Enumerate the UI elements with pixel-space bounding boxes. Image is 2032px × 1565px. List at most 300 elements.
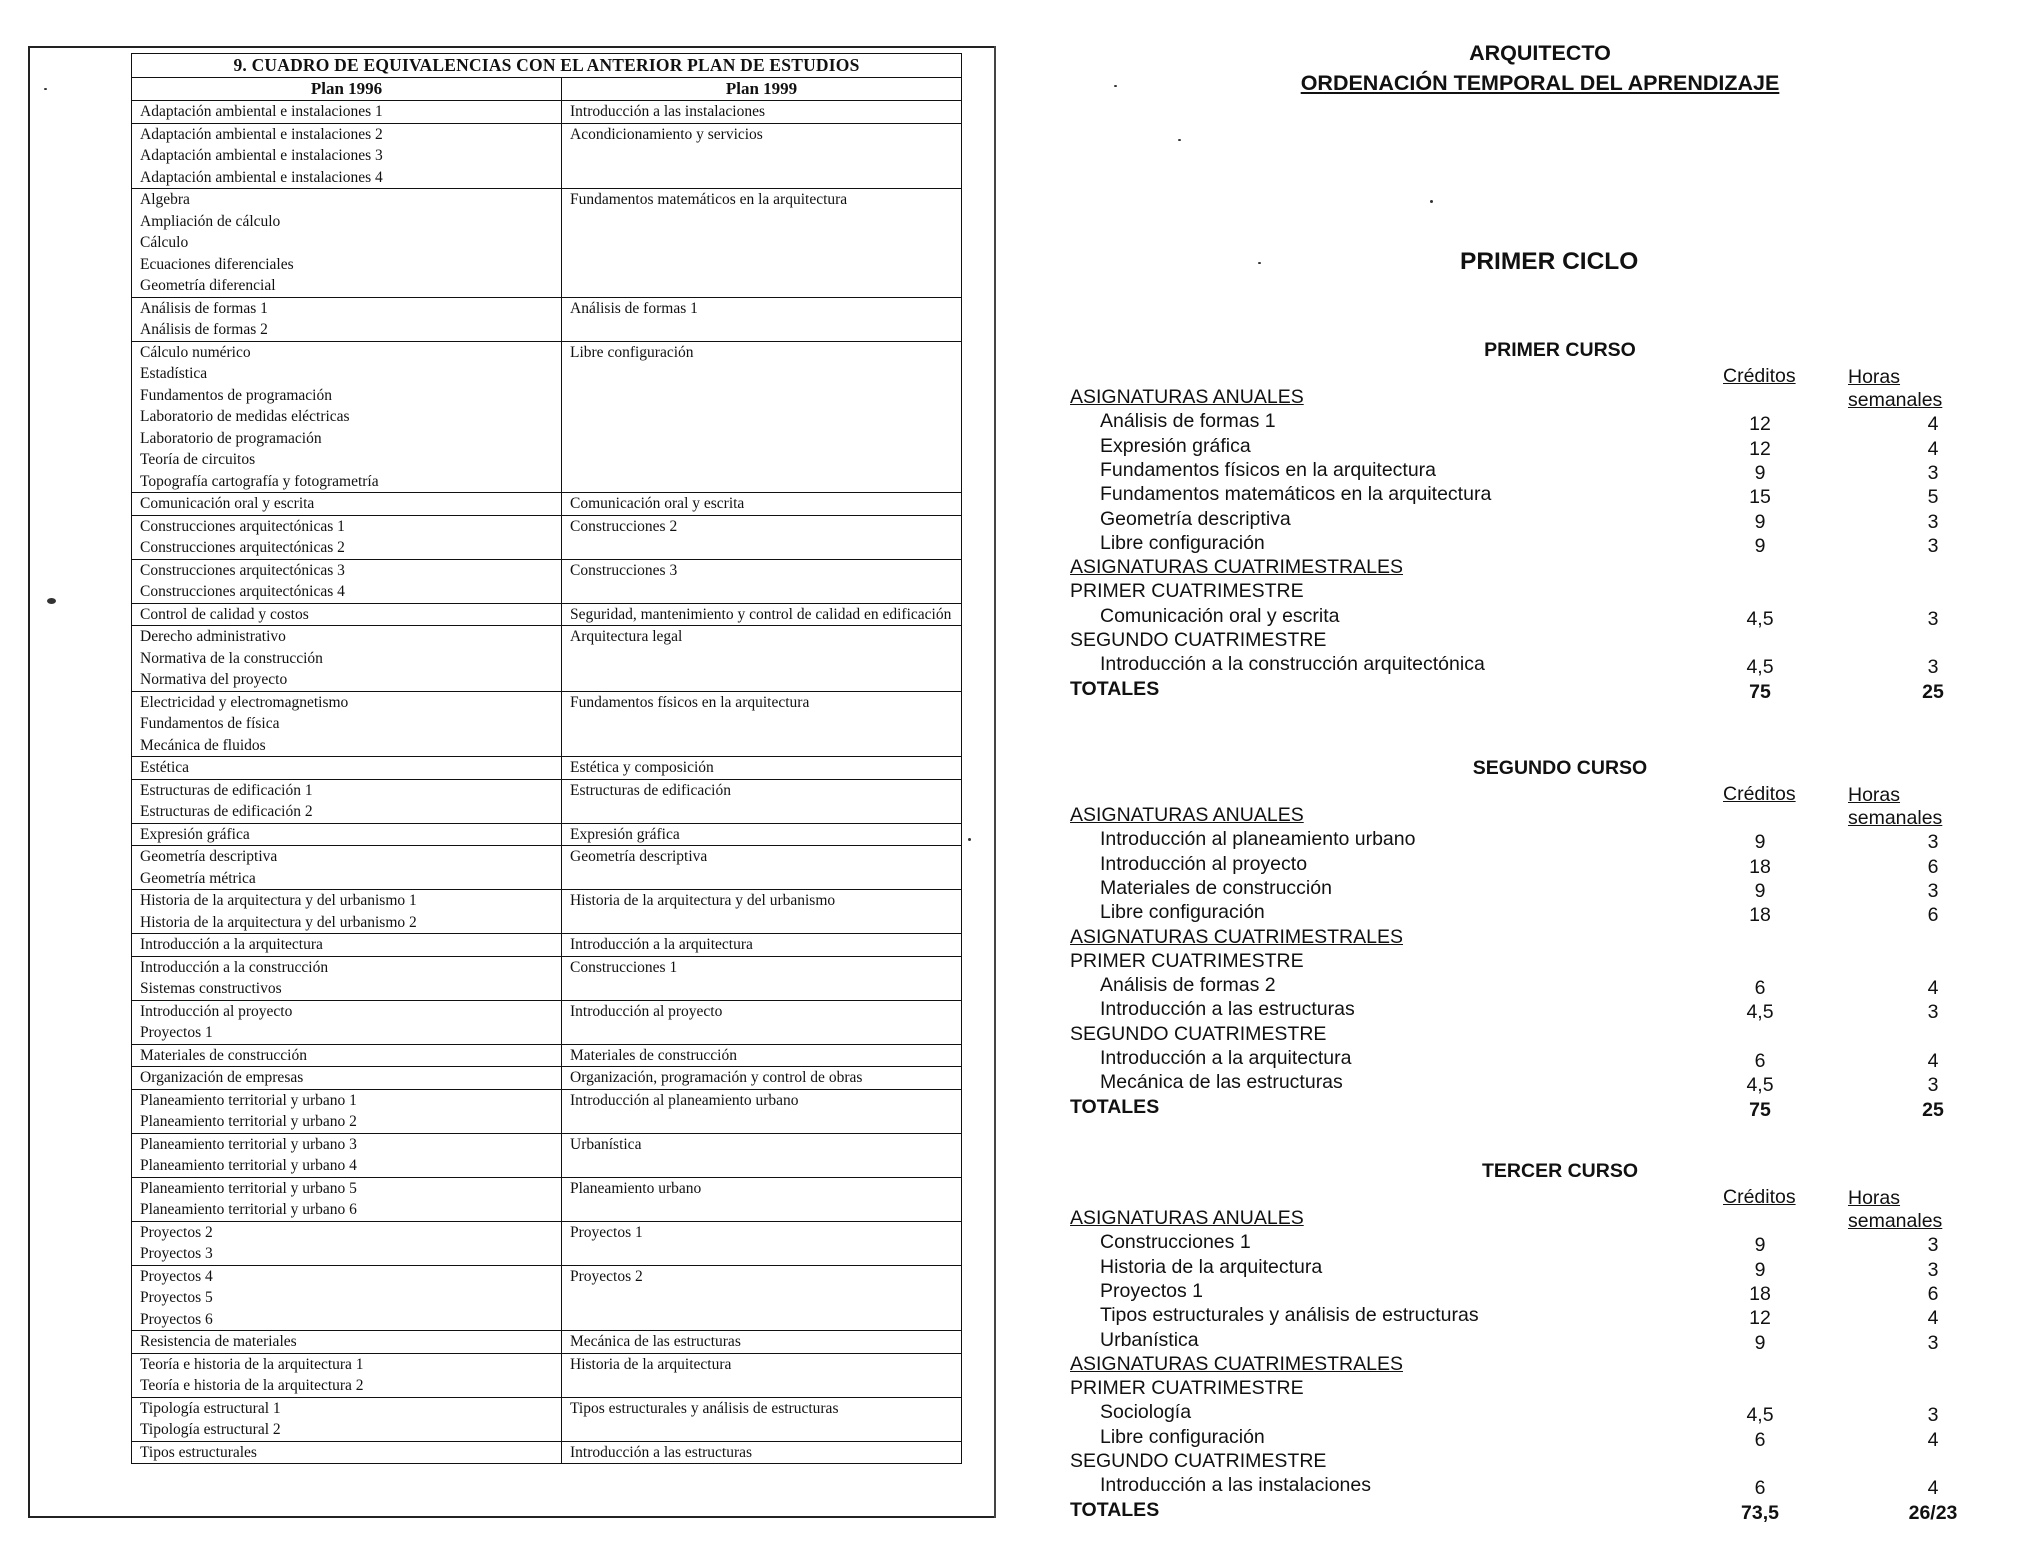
hours-value: 4	[1927, 413, 1939, 436]
course-title: TERCER CURSO	[1481, 1160, 1638, 1182]
plan-1999-subject: Acondicionamiento y servicios	[570, 125, 763, 143]
plan-1996-subject: Historia de la arquitectura y del urbanismo 1	[140, 892, 417, 909]
plan-1999-cell	[562, 1177, 962, 1221]
plan-1999-subject: Estética y composición	[570, 759, 714, 776]
row-label: Introducción a las instalaciones	[1100, 1474, 1371, 1497]
row-label: Historia de la arquitectura	[1100, 1255, 1323, 1278]
plan-1996-cell	[132, 626, 562, 692]
credits-column-header: Créditos	[1723, 783, 1796, 805]
credits-value: 12	[1749, 437, 1771, 460]
equivalence-row	[132, 1353, 962, 1397]
hours-value: 3	[1927, 1234, 1939, 1257]
subject-row	[1070, 1304, 2010, 1328]
credits-value: 4,5	[1746, 1404, 1774, 1427]
equivalence-row	[132, 101, 962, 124]
section-heading	[1070, 629, 2010, 653]
plan-1996-subject: Historia de la arquitectura y del urbanismo 2	[140, 913, 417, 931]
plan-1996-subject: Teoría de circuitos	[140, 451, 256, 468]
equivalence-row	[132, 1397, 962, 1441]
plan-1996-subject: Análisis de formas 1	[140, 299, 268, 317]
plan-1996-cell	[132, 1353, 562, 1397]
row-label: Mecánica de las estructuras	[1100, 1071, 1343, 1094]
plan-1999-subject: Expresión gráfica	[570, 825, 680, 843]
col-header-plan-1996: Plan 1996	[132, 78, 562, 101]
plan-1999-subject: Arquitectura legal	[570, 628, 683, 645]
plan-1996-subject: Normativa del proyecto	[140, 671, 288, 688]
hours-value: 26/23	[1908, 1501, 1958, 1524]
row-label: TOTALES	[1070, 1498, 1160, 1521]
plan-1999-subject: Introducción a la arquitectura	[570, 936, 753, 953]
scan-speck	[1178, 139, 1181, 141]
plan-1999-cell	[562, 1089, 962, 1133]
plan-1996-cell	[132, 757, 562, 780]
credits-value: 75	[1749, 1098, 1771, 1121]
plan-1996-subject: Construcciones arquitectónicas 4	[140, 583, 345, 600]
row-label: Análisis de formas 1	[1100, 410, 1276, 433]
row-label: Introducción a las estructuras	[1100, 998, 1355, 1021]
row-label: Construcciones 1	[1100, 1231, 1251, 1254]
plan-1996-subject: Ecuaciones diferenciales	[140, 255, 294, 273]
credits-column-header: Créditos	[1723, 365, 1796, 387]
plan-1996-subject: Electricidad y electromagnetismo	[140, 693, 349, 711]
plan-1996-subject: Tipología estructural 2	[140, 1421, 281, 1438]
plan-1996-subject: Proyectos 3	[140, 1245, 213, 1262]
equivalence-row	[132, 1177, 962, 1221]
hours-value: 4	[1927, 1428, 1939, 1451]
plan-1996-subject: Construcciones arquitectónicas 3	[140, 561, 345, 579]
row-label: ASIGNATURAS CUATRIMESTRALES	[1070, 925, 1403, 948]
hours-value: 3	[1927, 1258, 1939, 1281]
plan-1996-subject: Geometría diferencial	[140, 277, 276, 294]
plan-1999-cell	[562, 626, 962, 692]
plan-1999-subject: Mecánica de las estructuras	[570, 1333, 741, 1350]
row-label: PRIMER CUATRIMESTRE	[1070, 949, 1304, 972]
plan-1996-cell	[132, 1133, 562, 1177]
subject-row	[1070, 974, 2010, 998]
hours-value: 3	[1927, 461, 1939, 484]
hours-value: 3	[1927, 1404, 1939, 1427]
credits-value: 4,5	[1746, 1074, 1774, 1097]
hours-value: 25	[1922, 680, 1944, 703]
equivalence-row	[132, 559, 962, 603]
subject-row	[1070, 532, 2010, 556]
credits-value: 9	[1754, 461, 1766, 484]
plan-1999-cell	[562, 559, 962, 603]
hours-value: 3	[1927, 534, 1939, 557]
section-heading	[1070, 580, 2010, 604]
scan-speck	[1430, 200, 1433, 203]
row-label: Proyectos 1	[1100, 1279, 1203, 1302]
plan-1996-subject: Estructuras de edificación 2	[140, 803, 313, 820]
hours-value: 25	[1922, 1098, 1944, 1121]
plan-1999-cell	[562, 189, 962, 298]
plan-1996-cell	[132, 1221, 562, 1265]
plan-1996-subject: Geometría métrica	[140, 869, 256, 887]
plan-1996-cell	[132, 1089, 562, 1133]
plan-1996-subject: Adaptación ambiental e instalaciones 1	[140, 103, 383, 120]
plan-1999-subject: Organización, programación y control de obras	[570, 1069, 863, 1086]
plan-1999-cell	[562, 1441, 962, 1464]
section-heading	[1070, 804, 2010, 828]
section-heading	[1070, 1377, 2010, 1401]
credits-column-header: Créditos	[1723, 1186, 1796, 1208]
subject-row	[1070, 1280, 2010, 1304]
plan-1999-cell	[562, 1044, 962, 1067]
plan-1996-subject: Estadística	[140, 365, 208, 382]
row-label: Libre configuración	[1100, 901, 1265, 924]
credits-value: 6	[1754, 1477, 1766, 1500]
plan-1999-subject: Proyectos 2	[570, 1267, 643, 1285]
plan-1996-subject: Construcciones arquitectónicas 2	[140, 539, 345, 556]
plan-1999-cell	[562, 341, 962, 493]
plan-1996-subject: Estética	[140, 759, 190, 776]
plan-1996-subject: Proyectos 2	[140, 1223, 213, 1241]
row-label: TOTALES	[1070, 677, 1160, 700]
plan-1996-subject: Planeamiento territorial y urbano 3	[140, 1135, 357, 1153]
plan-1996-subject: Planeamiento territorial y urbano 2	[140, 1113, 357, 1130]
plan-1996-cell	[132, 1441, 562, 1464]
plan-1999-subject: Historia de la arquitectura	[570, 1355, 732, 1373]
subject-row	[1070, 435, 2010, 459]
plan-1999-cell	[562, 1133, 962, 1177]
row-label: ASIGNATURAS CUATRIMESTRALES	[1070, 1352, 1403, 1375]
plan-1996-subject: Proyectos 5	[140, 1289, 213, 1306]
hours-value: 3	[1927, 831, 1939, 854]
plan-1996-subject: Introducción al proyecto	[140, 1002, 293, 1020]
row-label: Introducción a la arquitectura	[1100, 1047, 1352, 1069]
credits-value: 73,5	[1741, 1501, 1779, 1524]
plan-1996-subject: Laboratorio de programación	[140, 429, 322, 447]
plan-1999-cell	[562, 846, 962, 890]
plan-1996-subject: Tipología estructural 1	[140, 1399, 281, 1417]
row-label: Fundamentos físicos en la arquitectura	[1100, 458, 1437, 481]
hours-value: 3	[1927, 607, 1939, 630]
equivalence-row	[132, 603, 962, 626]
plan-1996-subject: Algebra	[140, 191, 190, 208]
plan-1999-subject: Geometría descriptiva	[570, 848, 708, 865]
credits-value: 9	[1754, 1234, 1766, 1257]
plan-1996-cell	[132, 1397, 562, 1441]
equivalence-row	[132, 890, 962, 934]
equivalence-row	[132, 1000, 962, 1044]
subject-row	[1070, 410, 2010, 434]
equivalence-row	[132, 515, 962, 559]
equivalence-row	[132, 1331, 962, 1354]
plan-1996-cell	[132, 1331, 562, 1354]
plan-1999-subject: Proyectos 1	[570, 1223, 643, 1241]
plan-1999-subject: Introducción a las instalaciones	[570, 103, 765, 120]
plan-1996-cell	[132, 890, 562, 934]
row-label: PRIMER CUATRIMESTRE	[1070, 580, 1304, 603]
plan-1996-cell	[132, 493, 562, 516]
plan-1999-subject: Introducción al proyecto	[570, 1002, 723, 1020]
equivalence-row	[132, 1067, 962, 1090]
credits-value: 6	[1754, 977, 1766, 1000]
credits-value: 12	[1749, 413, 1771, 436]
row-label: SEGUNDO CUATRIMESTRE	[1070, 1022, 1327, 1045]
plan-1999-subject: Introducción a las estructuras	[570, 1443, 753, 1461]
credits-value: 15	[1749, 486, 1771, 509]
plan-1996-cell	[132, 956, 562, 1000]
equivalence-row	[132, 341, 962, 493]
credits-value: 75	[1749, 680, 1771, 703]
plan-1996-subject: Construcciones arquitectónicas 1	[140, 517, 345, 535]
section-heading	[1070, 556, 2010, 580]
plan-1999-cell	[562, 956, 962, 1000]
equivalence-row	[132, 934, 962, 957]
plan-1996-subject: Proyectos 1	[140, 1024, 213, 1041]
hours-value: 5	[1927, 486, 1939, 509]
plan-1996-cell	[132, 603, 562, 626]
plan-1996-cell	[132, 779, 562, 823]
plan-1996-subject: Mecánica de fluidos	[140, 736, 266, 754]
plan-1999-cell	[562, 603, 962, 626]
equivalence-row	[132, 1221, 962, 1265]
equivalence-table-body	[132, 101, 962, 1464]
row-label: Introducción al proyecto	[1100, 852, 1308, 875]
subject-row	[1070, 877, 2010, 901]
equivalence-row	[132, 1089, 962, 1133]
credits-value: 9	[1754, 1258, 1766, 1281]
plan-1996-cell	[132, 1177, 562, 1221]
row-label: Libre configuración	[1100, 1425, 1265, 1448]
plan-1996-subject: Proyectos 4	[140, 1267, 213, 1285]
row-label: TOTALES	[1070, 1095, 1160, 1118]
plan-1999-subject: Tipos estructurales y análisis de estructuras	[570, 1399, 839, 1417]
plan-1999-cell	[562, 1353, 962, 1397]
plan-1999-cell	[562, 493, 962, 516]
row-label: Geometría descriptiva	[1100, 507, 1291, 530]
plan-1999-cell	[562, 691, 962, 757]
subject-row	[1070, 901, 2010, 925]
subject-row	[1070, 483, 2010, 507]
plan-1996-cell	[132, 101, 562, 124]
subject-row	[1070, 853, 2010, 877]
subject-row	[1070, 1426, 2010, 1450]
subject-row	[1070, 508, 2010, 532]
hours-column-header: Horas semanales	[1848, 366, 1943, 411]
equivalence-row	[132, 1044, 962, 1067]
plan-1996-cell	[132, 846, 562, 890]
plan-1996-subject: Introducción a la arquitectura	[140, 936, 323, 953]
plan-1999-cell	[562, 890, 962, 934]
plan-1996-cell	[132, 297, 562, 341]
credits-value: 9	[1754, 534, 1766, 557]
hours-value: 4	[1927, 1477, 1939, 1500]
subject-row	[1070, 1474, 2010, 1498]
hours-column-header: Horas semanales	[1848, 784, 1943, 829]
plan-1999-subject: Análisis de formas 1	[570, 299, 698, 317]
credits-value: 9	[1754, 831, 1766, 854]
hours-value: 4	[1927, 977, 1939, 1000]
equivalence-row	[132, 626, 962, 692]
plan-1999-subject: Estructuras de edificación	[570, 781, 731, 799]
col-header-plan-1999: Plan 1999	[562, 78, 962, 101]
plan-1996-subject: Cálculo numérico	[140, 343, 251, 361]
hours-column-header: Horas semanales	[1848, 1187, 1943, 1232]
equivalence-row	[132, 1133, 962, 1177]
equivalence-row	[132, 956, 962, 1000]
plan-1999-subject: Planeamiento urbano	[570, 1179, 702, 1197]
section-heading	[1070, 1450, 2010, 1474]
scan-speck	[44, 88, 47, 90]
scan-speck	[968, 838, 971, 841]
left-page-frame-edge	[994, 46, 996, 1518]
plan-1996-subject: Geometría descriptiva	[140, 848, 278, 865]
plan-1999-subject: Fundamentos matemáticos en la arquitectura	[570, 191, 848, 208]
plan-1999-subject: Construcciones 1	[570, 958, 678, 976]
plan-1999-cell	[562, 1397, 962, 1441]
hours-value: 6	[1927, 855, 1939, 878]
plan-1996-subject: Control de calidad y costos	[140, 605, 309, 623]
subject-row	[1070, 998, 2010, 1022]
row-label: Introducción a la construcción arquitectónica	[1100, 653, 1485, 676]
credits-value: 9	[1754, 1331, 1766, 1354]
subject-row	[1070, 459, 2010, 483]
hours-value: 3	[1927, 1074, 1939, 1097]
plan-1996-subject: Tipos estructurales	[140, 1443, 257, 1461]
subject-row	[1070, 1329, 2010, 1353]
credits-value: 4,5	[1746, 656, 1774, 679]
plan-1996-cell	[132, 189, 562, 298]
plan-1996-subject: Planeamiento territorial y urbano 4	[140, 1157, 357, 1174]
plan-1999-cell	[562, 1067, 962, 1090]
row-label: Análisis de formas 2	[1100, 974, 1276, 997]
plan-1999-subject: Seguridad, mantenimiento y control de calidad en edificación	[570, 605, 952, 623]
equivalence-row	[132, 846, 962, 890]
equivalence-row	[132, 823, 962, 846]
plan-1996-subject: Análisis de formas 2	[140, 321, 268, 338]
plan-1999-cell	[562, 779, 962, 823]
hours-value: 6	[1927, 904, 1939, 927]
subject-row	[1070, 1256, 2010, 1280]
credits-value: 18	[1749, 904, 1771, 927]
row-label: Fundamentos matemáticos en la arquitectura	[1100, 483, 1492, 506]
subject-row	[1070, 605, 2010, 629]
hours-value: 6	[1927, 1282, 1939, 1305]
plan-1996-subject: Organización de empresas	[140, 1069, 304, 1086]
credits-value: 18	[1749, 855, 1771, 878]
plan-1996-cell	[132, 559, 562, 603]
plan-1996-subject: Planeamiento territorial y urbano 1	[140, 1091, 357, 1109]
row-label: SEGUNDO CUATRIMESTRE	[1070, 1450, 1327, 1472]
plan-1996-subject: Fundamentos de física	[140, 715, 280, 732]
hours-value: 3	[1927, 1001, 1939, 1024]
plan-subtitle: ORDENACIÓN TEMPORAL DEL APRENDIZAJE	[1300, 71, 1780, 95]
plan-1996-subject: Resistencia de materiales	[140, 1333, 297, 1350]
section-heading	[1070, 950, 2010, 974]
row-label: Tipos estructurales y análisis de estructuras	[1100, 1304, 1479, 1327]
plan-1999-subject: Fundamentos físicos en la arquitectura	[570, 693, 810, 711]
plan-1996-subject: Topografía cartografía y fotogrametría	[140, 472, 379, 490]
equivalence-row	[132, 691, 962, 757]
equivalence-table-title: 9. CUADRO DE EQUIVALENCIAS CON EL ANTERIOR PLAN DE ESTUDIOS	[132, 54, 962, 78]
hours-value: 3	[1927, 1331, 1939, 1354]
plan-1996-cell	[132, 823, 562, 846]
equivalence-row	[132, 123, 962, 189]
plan-1996-subject: Expresión gráfica	[140, 825, 250, 843]
plan-1996-subject: Sistemas constructivos	[140, 980, 282, 997]
subject-row	[1070, 653, 2010, 677]
plan-1999-cell	[562, 101, 962, 124]
hours-value: 3	[1927, 656, 1939, 679]
scan-speck	[47, 598, 56, 604]
cycle-title: PRIMER CICLO	[1460, 248, 1639, 275]
plan-1996-subject: Normativa de la construcción	[140, 649, 323, 667]
credits-value: 12	[1749, 1307, 1771, 1330]
plan-1996-subject: Planeamiento territorial y urbano 5	[140, 1179, 357, 1197]
plan-1996-cell	[132, 1000, 562, 1044]
section-heading	[1070, 1207, 2010, 1231]
plan-1996-subject: Adaptación ambiental e instalaciones 4	[140, 168, 383, 186]
hours-value: 4	[1927, 1050, 1939, 1072]
plan-1999-cell	[562, 934, 962, 957]
equivalence-table	[131, 53, 962, 1464]
subject-row	[1070, 1047, 2010, 1071]
row-label: ASIGNATURAS CUATRIMESTRALES	[1070, 556, 1403, 579]
credits-value: 4,5	[1746, 1001, 1774, 1024]
equivalence-row	[132, 779, 962, 823]
plan-1999-cell	[562, 1000, 962, 1044]
row-label: ASIGNATURAS ANUALES	[1070, 386, 1304, 408]
row-label: Urbanística	[1100, 1328, 1199, 1351]
equivalence-row	[132, 1265, 962, 1331]
hours-value: 3	[1927, 510, 1939, 533]
credits-value: 6	[1754, 1428, 1766, 1451]
plan-1996-cell	[132, 934, 562, 957]
plan-1996-subject: Adaptación ambiental e instalaciones 3	[140, 147, 383, 164]
plan-1996-subject: Teoría e historia de la arquitectura 2	[140, 1377, 364, 1394]
equivalence-row	[132, 1441, 962, 1464]
plan-1996-subject: Comunicación oral y escrita	[140, 495, 315, 512]
plan-title: ARQUITECTO	[1469, 41, 1611, 65]
credits-value: 18	[1749, 1282, 1771, 1305]
plan-1996-subject: Teoría e historia de la arquitectura 1	[140, 1355, 364, 1373]
plan-1996-subject: Adaptación ambiental e instalaciones 2	[140, 125, 383, 143]
section-heading	[1070, 1353, 2010, 1377]
equivalence-row	[132, 493, 962, 516]
subject-row	[1070, 1231, 2010, 1255]
section-heading	[1070, 386, 2010, 410]
plan-1999-subject: Libre configuración	[570, 343, 694, 361]
plan-1999-subject: Urbanística	[570, 1135, 642, 1153]
plan-1996-cell	[132, 691, 562, 757]
plan-1996-subject: Materiales de construcción	[140, 1046, 307, 1064]
plan-1996-subject: Fundamentos de programación	[140, 386, 332, 404]
credits-value: 9	[1754, 510, 1766, 533]
plan-1999-cell	[562, 757, 962, 780]
equivalence-row	[132, 297, 962, 341]
totals-row	[1070, 1499, 2010, 1523]
row-label: SEGUNDO CUATRIMESTRE	[1070, 629, 1327, 651]
plan-1996-subject: Introducción a la construcción	[140, 958, 329, 976]
plan-1996-cell	[132, 123, 562, 189]
credits-value: 4,5	[1746, 607, 1774, 630]
hours-value: 4	[1927, 437, 1939, 460]
plan-1996-subject: Derecho administrativo	[140, 628, 286, 645]
plan-1996-subject: Estructuras de edificación 1	[140, 781, 313, 799]
plan-1999-subject: Construcciones 3	[570, 561, 678, 579]
equivalence-row	[132, 189, 962, 298]
plan-1999-cell	[562, 1265, 962, 1331]
plan-1999-subject: Comunicación oral y escrita	[570, 495, 745, 512]
section-heading	[1070, 1023, 2010, 1047]
plan-1996-cell	[132, 1265, 562, 1331]
plan-1999-subject: Introducción al planeamiento urbano	[570, 1091, 799, 1109]
plan-1996-cell	[132, 1067, 562, 1090]
row-label: Expresión gráfica	[1100, 434, 1251, 457]
plan-1996-subject: Cálculo	[140, 234, 189, 251]
